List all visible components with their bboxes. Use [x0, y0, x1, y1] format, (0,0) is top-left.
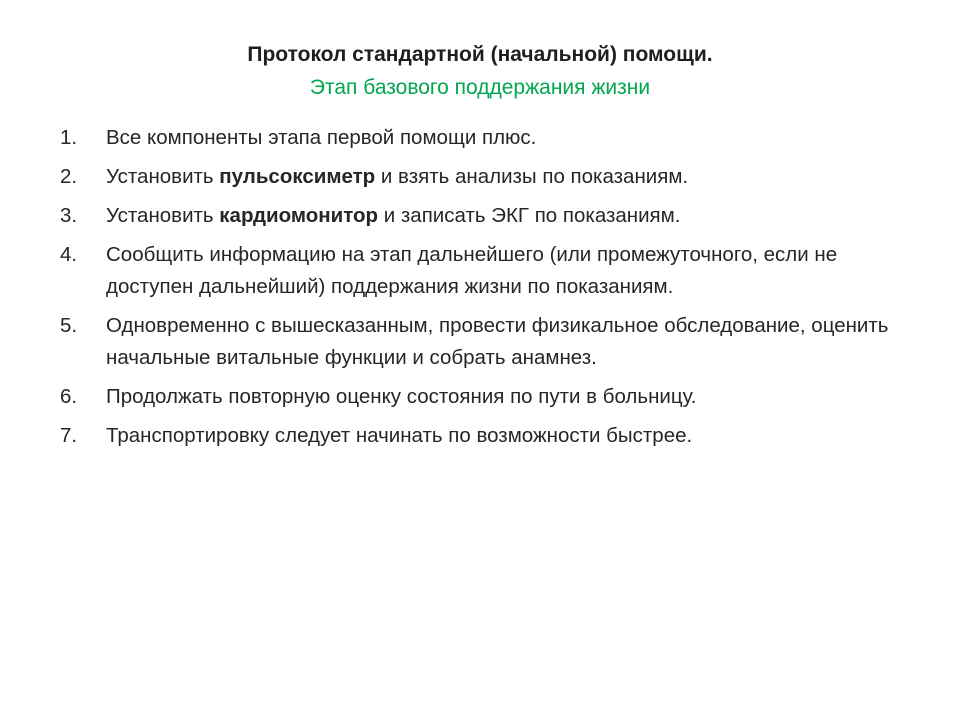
list-item: [60, 310, 910, 374]
slide-subtitle: Этап базового поддержания жизни: [309, 76, 651, 99]
list-item-number: 1.: [60, 126, 78, 149]
list-item-number: 5.: [60, 314, 78, 337]
list-item: [60, 122, 910, 154]
slide-title: Протокол стандартной (начальной) помощи.: [247, 43, 713, 66]
text-segment: и взять анализы по показаниям.: [375, 165, 689, 188]
list-item-text: Одновременно с вышесказанным, провести физикальное обследование, оценить начальные витальные функции и собрать анамнез.: [106, 314, 889, 369]
text-segment: и записать ЭКГ по показаниям.: [378, 204, 681, 227]
list-item-text: Транспортировку следует начинать по возможности быстрее.: [106, 424, 693, 447]
bold-term: пульсоксиметр: [219, 165, 376, 188]
list-item: [60, 239, 910, 303]
text-segment: Установить: [106, 204, 220, 227]
list-item-number: 3.: [60, 204, 78, 227]
list-item-text: [106, 200, 910, 232]
list-item: [60, 161, 910, 193]
bold-term: кардиомонитор: [219, 204, 379, 227]
protocol-list: [60, 122, 910, 459]
list-item-text: Сообщить информацию на этап дальнейшего (или промежуточного, если не доступен дальнейший) поддержания жизни по показаниям.: [106, 243, 838, 298]
text-segment: Установить: [106, 165, 220, 188]
list-item-number: 4.: [60, 243, 78, 266]
list-item-number: 6.: [60, 385, 78, 408]
list-item-number: 2.: [60, 165, 78, 188]
list-item-text: [106, 161, 910, 193]
list-item-text: Продолжать повторную оценку состояния по пути в больницу.: [106, 385, 697, 408]
list-item: [60, 381, 910, 413]
list-item-text: Все компоненты этапа первой помощи плюс.: [106, 126, 537, 149]
list-item-number: 7.: [60, 424, 78, 447]
list-item: [60, 420, 910, 452]
list-item: [60, 200, 910, 232]
title-block: [0, 40, 960, 104]
